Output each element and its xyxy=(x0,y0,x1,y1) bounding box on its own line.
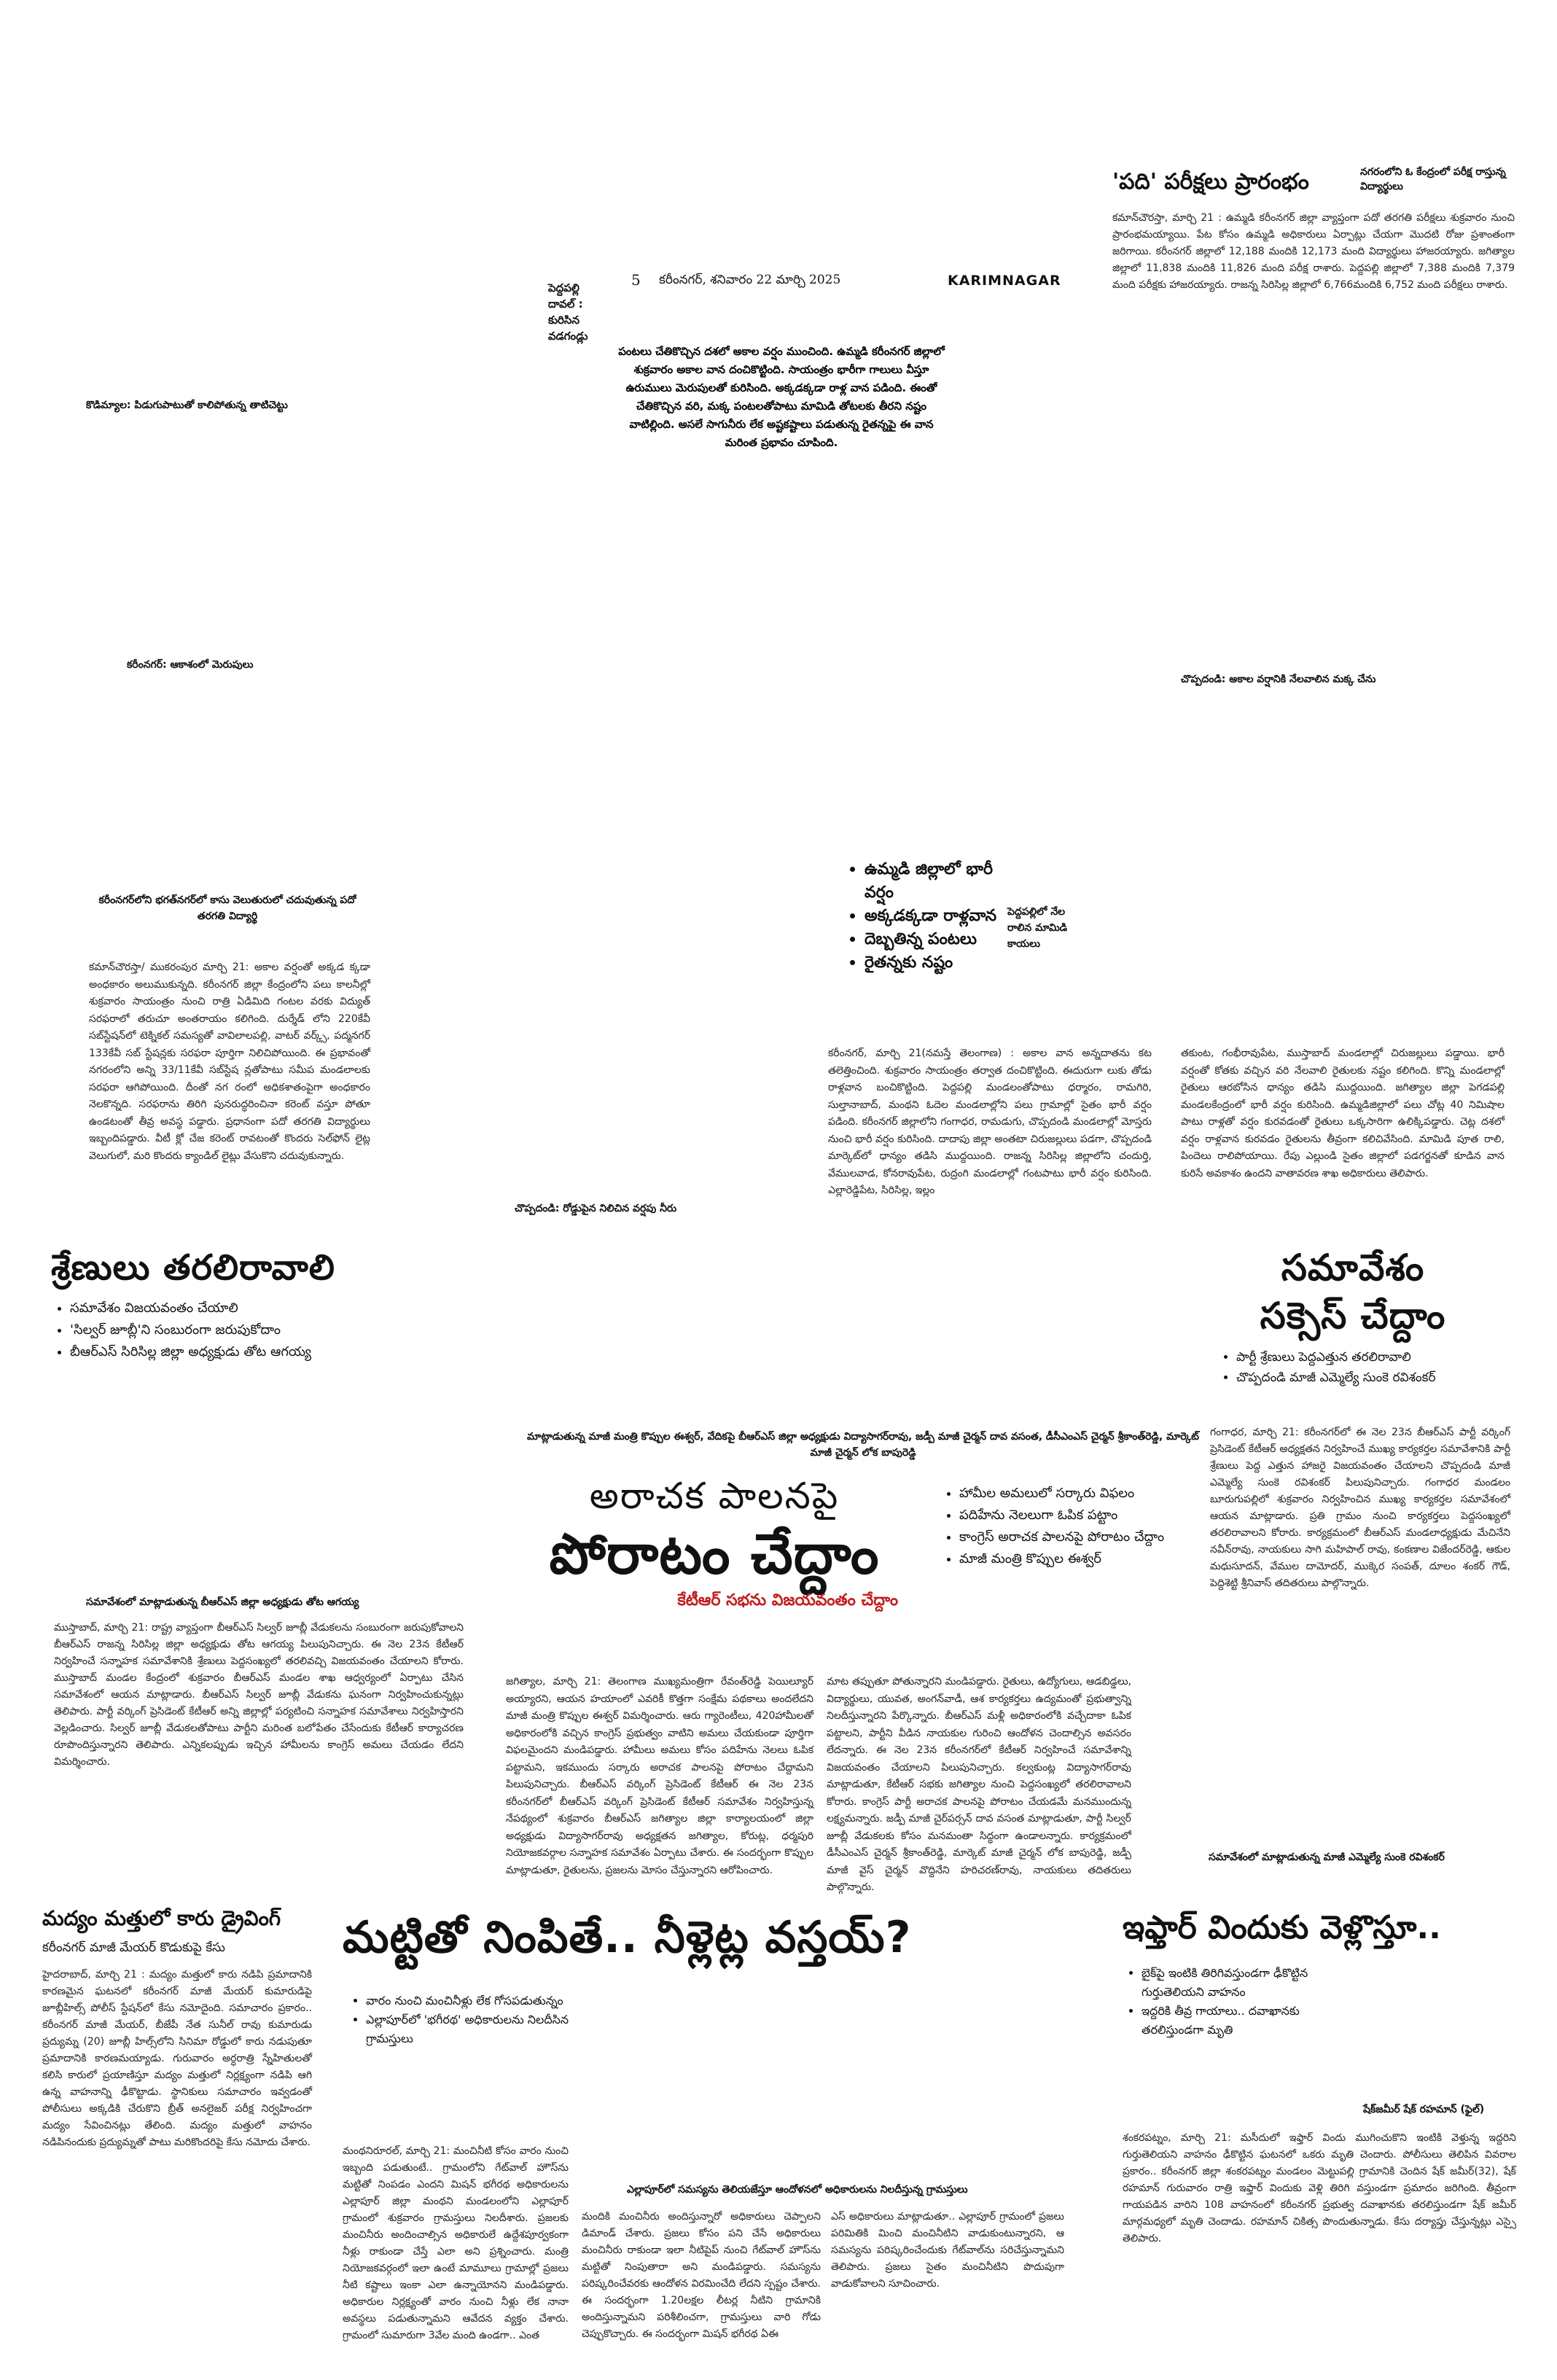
soil-bullet: • వారం నుంచి మంచినీళ్లు లేక గోసపడుతున్నం xyxy=(366,1991,585,2010)
main-bullet: • హామీల అమలులో సర్కారు విఫలం xyxy=(959,1483,1178,1505)
main-photo-caption: మాట్లాడుతున్న మాజీ మంత్రి కొప్పుల ఈశ్వర్, వేదికపై బీఆర్ఎస్ జిల్లా అధ్యక్షుడు విద్యాసాగర్‌రావు, జడ్పీ మాజీ చైర్మన్ దావ వసంత, డీసీఎంఎస్ చైర్మన్ శ్రీకాంత్‌రెడ్డి, మార్కెట్ మాజీ చైర్మన్ లోక బాపురెడ్డి xyxy=(527,1431,1199,1459)
iftar-bullet: • ఇద్దరికి తీవ్ర గాయాలు.. దవాఖానకు తరలిస్తుండగా మృతి xyxy=(1142,2002,1324,2040)
main-column-1: జగిత్యాల, మార్చి 21: తెలంగాణ ముఖ్యమంత్రిగా రేవంత్‌రెడ్డి పెయిల్యూర్ అయ్యారని, ఆయన హయాంలో ఎవరికీ కొత్తగా సంక్షేమ పథకాలు అందలేదని మాజీ మంత్రి కొప్పుల ఈశ్వర్ విమర్శించారు. ఆరు గ్యారెంటీలు, 420హామీలతో అధికారంలోకి వచ్చిన కాంగ్రెస్ ప్రభుత్వం వాటిని అమలు చేయకుండా పూర్తిగా విఫలమైందని మండిపడ్డారు. హామీలు అమలు కోసం పదిహేను నెలలు ఓపిక పట్టామని, ఇకముందు సర్కారు అరాచక పాలనపై పోరాటం చేద్దామని పిలుపునిచ్చారు. బీఆర్ఎస్ వర్కింగ్ ప్రెసిడెంట్ కేటీఆర్ ఈ నెల 23న కరీంనగర్‌లో బీఆర్ఎస్ వర్కింగ్ ప్రెసిడెంట్ కేటీఆర్ సమావేశం నిర్వహిస్తున్న నేపథ్యంలో శుక్రవారం బీఆర్ఎస్ జగిత్యాల జిల్లా కార్యాలయంలో జిల్లా అధ్యక్షుడు విద్యాసాగర్‌రావు అధ్యక్షతన జగిత్యాల, కోరుట్ల, ధర్మపురి నియోజకవర్గాల సన్నాహక సమావేశం ఏర్పాటు చేశారు. ఈ సందర్భంగా కొప్పుల మాట్లాడుతూ, రైతులను, ప్రజలను మోసం చేస్తున్నారని ఆరోపించారు. xyxy=(506,1676,813,1876)
meeting-headline-1: సమావేశం xyxy=(1281,1246,1425,1289)
soil-column-2: మందికి మంచినీరు అందిస్తున్నారో అధికారులు చెప్పాలని డిమాండ్ చేశారు. ప్రజలు కోసం పని చేసే అధికారులు మంచినీరు రాకుండా ఇలా నీటిపైప్ నుంచి గేట్‌వాల్ హౌస్‌ను మట్టితో నింపుతారా అని మండిపడ్డారు. సమస్యను పరిష్కరించేవరకు ఆందోళన విరమించేది లేదని స్పష్టం చేశారు. ఈ సందర్భంగా 1.20లక్షల లీటర్ల నీటిని గ్రామానికి అందిస్తున్నామని పరిశీలించగా, గ్రామస్తులు వారి గోడు చెప్పుకొచ్చారు. ఈ సందర్భంగా మిషన్ భగీరథ ఏఈ xyxy=(582,2211,821,2340)
main-bullet: • కాంగ్రెస్ అరాచక పాలనపై పోరాటం చేద్దాం xyxy=(959,1526,1178,1548)
photo-caption-peddapalli: పెద్దపల్లి దావల్ : కురిసిన వడగండ్లు xyxy=(548,281,588,343)
rain-bullet: • రైతన్నకు నష్టం xyxy=(865,951,1003,974)
photo-caption-ellapur: ఎల్లాపూర్‌లో సమస్యను తెలియజేస్తూ ఆందోళనలో అధికారులను నిలదీస్తున్న గ్రామస్తులు xyxy=(627,2184,968,2196)
soil-headline: మట్టితో నింపితే.. నీళ్లెట్ల వస్తయ్? xyxy=(343,1912,912,1963)
leaders-body: ముస్తాబాద్, మార్చి 21: రాష్ట్ర వ్యాప్తంగా బీఆర్ఎస్ సిల్వర్ జూబ్లీ వేడుకలను సంబురంగా జరుపుకోవాలని బీఆర్ఎస్ రాజన్న సిరిసిల్ల జిల్లా అధ్యక్షుడు తోట ఆగయ్య పిలుపునిచ్చారు. ఈ నెల 23న కేటీఆర్ నిర్వహించే సన్నాహక సమావేశానికి శ్రేణులు పెద్దసంఖ్యలో తరలివచ్చి విజయవంతం చేయాలని కోరారు. ముస్తాబాద్ మండల కేంద్రంలో శుక్రవారం బీఆర్ఎస్ మండల శాఖ ఆధ్వర్యంలో ఏర్పాటు చేసిన సమావేశంలో ఆయన మాట్లాడారు. బీఆర్ఎస్ సిల్వర్ జూబ్లీ వేడుకను ఘనంగా నిర్వహించుకున్నట్లు తెలిపారు. పార్టీ వర్కింగ్ ప్రెసిడెంట్ కేటీఆర్ అన్ని జిల్లాల్లో పర్యటించి సన్నాహక సమావేశాలు నిర్వహిస్తారని వెల్లడించారు. సిల్వర్ జూబ్లీ వేడుకలతోపాటు పార్టీని మరింత బలోపేతం చేసేందుకు కేటీఆర్ కార్యాచరణ రూపొందిస్తున్నారని తెలిపారు. ఎన్నికలప్పుడు ఇచ్చిన హామీలను కాంగ్రెస్ అమలు చేయడం లేదని విమర్శించారు. xyxy=(54,1622,464,1768)
page-number: 5 xyxy=(631,271,641,289)
masthead xyxy=(631,271,1069,296)
meeting-body: గంగాధర, మార్చి 21: కరీంనగర్‌లో ఈ నెల 23న బీఆర్ఎస్ పార్టీ వర్కింగ్ ప్రెసిడెంట్ కేటీఆర్ అధ్యక్షతన నిర్వహించే ముఖ్య కార్యకర్తల సమావేశానికి పార్టీ శ్రేణులు పెద్ద ఎత్తున హాజరై విజయవంతం చేయాలని చొప్పదండి మాజీ ఎమ్మెల్యే సుంకె రవిశంకర్ పిలుపునిచ్చారు. గంగాధర మండలం బూరుగుపల్లిలో శుక్రవారం నిర్వహించిన ముఖ్య కార్యకర్తల సమావేశంలో ఆయన మాట్లాడారు. ప్రతి గ్రామం నుంచి కార్యకర్తలు పెద్దసంఖ్యలో తరలిరావాలని కోరారు. కార్యక్రమంలో బీఆర్ఎస్ మండలాధ్యక్షుడు మేచినేని నవీన్‌రావు, నాయకులు సాగి మహిపాల్ రావు, కంకణాల విజేందర్‌రెడ్డి, ఆకుల మధుసూదన్, వేముల దామోదర్, ముక్కెర సంపత్, దూలం శంకర్ గౌడ్, పెద్దిశెట్టి శ్రీనివాస్ తదితరులు పాల్గొన్నారు. xyxy=(1210,1427,1510,1589)
main-subhead: కేటీఆర్ సభను విజయవంతం చేద్దాం xyxy=(677,1591,898,1610)
main-headline-big: పోరాటం చేద్దాం xyxy=(549,1521,880,1586)
liquor-story xyxy=(42,1904,312,2151)
exams-headline: 'పది' పరీక్షలు ప్రారంభం xyxy=(1112,169,1309,195)
rain-bullets xyxy=(848,857,1003,974)
liquor-body: హైదరాబాద్, మార్చి 21 : మద్యం మత్తులో కారు నడిపి ప్రమాదానికి కారణమైన ఘటనలో కరీంనగర్ మాజీ మేయర్ కుమారుడిపై జూబ్లీహిల్స్ పోలీస్ స్టేషన్‌లో కేసు నమోదైంది. సమాచారం ప్రకారం.. కరీంనగర్ మాజీ మేయర్, బీజేపీ నేత సునీల్ రావు కుమారుడు ప్రద్యుమ్న (20) జూబ్లీ హిల్స్‌లోని సినిమా రోడ్డులో కారు నడుపుతూ ప్రమాదానికి కారణమయ్యాడు. గురువారం అర్ధరాత్రి స్నేహితులతో కలిసి కారులో ప్రయాణిస్తూ మద్యం మత్తులో నిర్లక్ష్యంగా నడిపి ఆగి ఉన్న వాహనాన్ని ఢీకొట్టాడు. స్థానికులు సమాచారం ఇవ్వడంతో పోలీసులు అక్కడికి చేరుకొని బ్రీత్ అనలైజర్ పరీక్ష నిర్వహించగా మద్యం సేవించినట్లు తేలింది. మద్యం మత్తులో వాహనం నడిపినందుకు ప్రద్యుమ్న‌తో పాటు మరికొందరిపై కేసు నమోదు చేశారు. xyxy=(42,1969,312,2148)
main-column-2: మాట తప్పుతూ పోతున్నారని మండిపడ్డారు. రైతులు, ఉద్యోగులు, ఆడబిడ్డలు, విద్యార్థులు, యువత, అంగన్‌వాడీ, ఆశ కార్యకర్తలు ఉద్యమంతో ప్రభుత్వాన్ని నిలదీస్తున్నారని పేర్కొన్నారు. బీఆర్ఎస్ మళ్లీ అధికారంలోకి వచ్చేదాకా ఓపిక పట్టాలని, పార్టీని వీడిన నాయకుల గురించి ఆందోళన చెందాల్సిన అవసరం లేదన్నారు. ఈ నెల 23న కరీంనగర్‌లో కేటీఆర్ నిర్వహించే సమావేశాన్ని విజయవంతం చేయాలని పిలుపునిచ్చారు. కల్వకుంట్ల విద్యాసాగర్‌రావు మాట్లాడుతూ, కేటీఆర్ సభకు జగిత్యాల నుంచి పెద్దసంఖ్యలో తరలిరావాలని కోరారు. కాంగ్రెస్ పార్టీ అరాచక పాలనపై పోరాటం చేయడమే మనముందున్న లక్ష్యమన్నారు. జడ్పీ మాజీ చైర్‌పర్సన్ దావ వసంత మాట్లాడుతూ, పార్టీ సిల్వర్ జూబ్లీ వేడుకలకు కోసం మనమంతా సిద్ధంగా ఉండాలన్నారు. కార్యక్రమంలో డీసీఎంఎస్ చైర్మన్ శ్రీకాంత్‌రెడ్డి, మార్కెట్ మాజీ చైర్మన్ లోక బాపురెడ్డి, జడ్పీ మాజీ వైస్ చైర్మన్ వొద్దినేని హరిచరణ్‌రావు, నాయకులు తదితరులు పాల్గొన్నారు. xyxy=(827,1676,1131,1893)
liquor-headline: మద్యం మత్తులో కారు డ్రైవింగ్ xyxy=(42,1906,281,1930)
photo-caption-choppadandi-road: చొప్పదండి: రోడ్డుపైన నిలిచిన వర్షపు నీరు xyxy=(515,1203,677,1214)
soil-column-3: ఎస్ అధికారులు మాట్లాడుతూ.. ఎల్లాపూర్ గ్రామంలో ప్రజలు పరిమితికి మించి మంచినీటిని వాడుకుంటున్నారని, ఆ సమస్యను పరిష్కరించేందుకు గేట్‌వాల్‌ను సరిచేస్తున్నామని తెలిపారు. ప్రజలు సైతం మంచినీటిని పొదుపుగా వాడుకోవాలని సూచించారు. xyxy=(831,2211,1064,2290)
photo-caption-iftar: షేక్‌జమీర్ షేక్ రహమాన్ (ఫైల్) xyxy=(1363,2104,1485,2115)
main-headline-block xyxy=(510,1472,918,1612)
rain-bullet: • ఉమ్మడి జిల్లాలో భారీ వర్షం xyxy=(865,857,1003,904)
photo-caption-karimnagar-lightning: కరీంనగర్: ఆకాశంలో మెరుపులు xyxy=(127,659,254,671)
main-headline-small: అరాచక పాలనపై xyxy=(589,1475,840,1517)
photo-caption-ravishankar: సమావేశంలో మాట్లాడుతున్న మాజీ ఎమ్మెల్యే సుంకె రవిశంకర్ xyxy=(1209,1852,1445,1863)
edition-name: KARIMNAGAR xyxy=(948,273,1061,289)
dateline: కరీంనగర్, శనివారం 22 మార్చి 2025 xyxy=(659,273,841,287)
leaders-bullet: • 'సిల్వర్ జూబ్లీ'ని సంబురంగా జరుపుకోదాం xyxy=(70,1319,518,1341)
photo-caption-agayya: సమావేశంలో మాట్లాడుతున్న బీఆర్ఎస్ జిల్లా అధ్యక్షుడు తోట ఆగయ్య xyxy=(86,1596,359,1608)
iftar-body: శంకరపట్నం, మార్చి 21: మసీదులో ఇఫ్తార్ విందు ముగించుకొని ఇంటికి వెళ్తున్న ఇద్దరిని గుర్తుతెలియని వాహనం ఢీకొట్టిన ఘటనలో ఒకరు మృతి చెందారు. పోలీసులు తెలిపిన వివరాల ప్రకారం.. కరీంనగర్ జిల్లా శంకరపట్నం మండలం మెట్టుపల్లి గ్రామానికి చెందిన షేక్ జమీర్(32), షేక్ రహమాన్ గురువారం రాత్రి ఇఫ్తార్ విందుకు వెళ్లి తిరిగి వస్తుండగా ప్రమాదం జరిగింది. తీవ్రంగా గాయపడిన వారిని 108 వాహనంలో కరీంనగర్ ప్రభుత్వ దవాఖానకు తరలిస్తుండగా షేక్ జమీర్ మార్గమధ్యలో మృతి చెందాడు. రహమాన్ చికిత్స పొందుతున్నాడు. కేసు దర్యాప్తు చేస్తున్నట్లు ఎస్సై తెలిపారు. xyxy=(1123,2132,1516,2244)
liquor-subhead: కరీంనగర్ మాజీ మేయర్ కొడుకుపై కేసు xyxy=(42,1940,225,1955)
soil-column-1: మంథనిరూరల్, మార్చి 21: మంచినీటి కోసం వారం నుంచి ఇబ్బంది పడుతుంటే.. గ్రామంలోని గేట్‌వాల్ హౌస్‌ను మట్టితో నింపడం ఎందని మిషన్ భగీరథ అధికారులను ఎల్లాపూర్ జిల్లా మంథని మండలంలోని ఎల్లాపూర్ గ్రామంలో శుక్రవారం గ్రామస్తులు నిలదీశారు. ప్రజలకు మంచినీరు అందించాల్సిన అధికారులే ఉద్దేశపూర్వకంగా నీళ్లు రాకుండా చేస్తే ఎలా అని ప్రశ్నించారు. మంత్రి నియోజకవర్గంలో ఇలా ఉంటే మామూలు గ్రామాల్లో ప్రజలు నీటి కష్టాలు ఇంకా ఎలా ఉన్నాయోనని మండిపడ్డారు. అధికారుల నిర్లక్ష్యంతో వారం నుంచి నీళ్లు లేక నానా అవస్థలు పడుతున్నామని ఆవేదన వ్యక్తం చేశారు. గ్రామంలో సుమారుగా 3వేల మంది ఉండగా.. ఎంత xyxy=(343,2145,569,2341)
photo-caption-kodimyala: కొడిమ్యాల: పిడుగుపాటుతో కాలిపోతున్న తాటిచెట్టు xyxy=(86,399,288,411)
iftar-headline: ఇఫ్తార్ విందుకు వెళ్లొస్తూ.. xyxy=(1123,1909,1441,1946)
main-bullets xyxy=(943,1483,1178,1570)
soil-bullets xyxy=(350,1991,585,2048)
exams-body: కమాన్‌చౌరస్తా, మార్చి 21 : ఉమ్మడి కరీంనగర్ జిల్లా వ్యాప్తంగా పదో తరగతి పరీక్షలు శుక్రవారం నుంచి ప్రారంభమయ్యాయి. పేట కోసం ఉమ్మడి అధికారులు ఏర్పాట్లు చేయగా మొదటి రోజు ప్రశాంతంగా జరిగాయి. కరీంనగర్ జిల్లాలో 12,188 మందికి 12,173 మంది విద్యార్థులు హాజరయ్యారు. జగిత్యాల జిల్లాలో 11,838 మందికి 11,826 మంది పరీక్ష రాశారు. పెద్దపల్లి జిల్లాలో 7,388 మందికి 7,379 మంది పరీక్షకు హాజరయ్యారు. రాజన్న సిరిసిల్ల జిల్లాలో 6,766మందికి 6,752 మంది పరీక్షలు రాశారు. xyxy=(1112,212,1515,291)
leaders-bullets xyxy=(51,1298,518,1363)
photo-caption-choppadandi-maize: చొప్పదండి: అకాల వర్షానికి నేలవాలిన మక్క చేను xyxy=(1181,674,1376,685)
leaders-headline: శ్రేణులు తరలిరావాలి xyxy=(51,1247,335,1288)
meeting-story xyxy=(1185,1244,1521,1388)
meeting-bullet: • చొప్పదండి మాజీ ఎమ్మెల్యే సుంకె రవిశంకర్ xyxy=(1236,1367,1521,1388)
meeting-bullets xyxy=(1185,1347,1521,1388)
iftar-bullets xyxy=(1123,1964,1324,2040)
rain-bullet: • దెబ్బతిన్న పంటలు xyxy=(865,927,1003,951)
soil-bullet: • ఎల్లాపూర్‌లో 'భగీరథ' అధికారులను నిలదీసిన గ్రామస్తులు xyxy=(366,2010,585,2048)
rain-story-right: తకుంట, గంభీరావుపేట, ముస్తాబాద్ మండలాల్లో చిరుజల్లులు పడ్డాయి. భారీ వర్షంతో కోతకు వచ్చిన వరి నేలవాలి రైతులకు నష్టం కలిగింది. కొన్ని మండలాల్లో రైతులు ఆరబోసిన ధాన్యం తడిసి ముద్దయింది. జగిత్యాల జిల్లా పెగడపల్లి మండలకేంద్రంలో భారీ వర్షం కురిసింది. ఉమ్మడిజిల్లాలో పలు చోట్ల 40 నిమిషాల పాటు రాళ్లతో వర్షం కురవడంతో రైతులు ఒక్కసారిగా ఉలిక్కిపడ్డారు. చెట్ల దశలో వర్షం రాళ్లవాన కురవడం రైతులను తీవ్రంగా కలిచివేసింది. మామిడి పూత రాలి, పిందెలు రాలిపోయాయి. రేపు ఎల్లుండి సైతం జిల్లాలో పడగర్జనతో కూడిన వాన కురిసే అవకాశం ఉందని వాతావరణ శాఖ అధికారులు తెలిపారు. xyxy=(1181,1047,1505,1179)
main-bullet: • పదిహేను నెలలుగా ఓపిక పట్టాం xyxy=(959,1505,1178,1526)
iftar-story xyxy=(1123,1905,1516,2040)
exams-story xyxy=(1112,165,1515,294)
leaders-bullet: • సమావేశం విజయవంతం చేయాలి xyxy=(70,1298,518,1319)
iftar-bullet: • బైక్‌పై ఇంటికి తిరిగివస్తుండగా ఢీకొట్టిన గుర్తుతెలియని వాహనం xyxy=(1142,1964,1324,2002)
rain-story-middle: కరీంనగర్, మార్చి 21(నమస్తే తెలంగాణ) : అకాల వాన అన్నదాతను కట తలెత్తించింది. శుక్రవారం సాయంత్రం తర్వాత దంచికొట్టింది. ఈదురుగా లుకు తోడు రాళ్లవాన బంచికొట్టింది. పెద్దపల్లి మండలంతోపాటు ధర్మారం, రామగిరి, సుల్తానాబాద్, మంథని ఓదెల మండలాల్లోని పలు గ్రామాల్లో సైతం భారీ వర్షం పడింది. కరీంనగర్ జిల్లాలోని గంగాధర, రామడుగు, చొప్పదండి మండలాల్లో మోస్తరు నుంచి భారీ వర్షం కురిసింది. దాదాపు జిల్లా అంతటా చిరుజల్లులు పడగా, చొప్పదండి మార్కెట్‌లో ధాన్యం తడిసి ముద్దయింది. రాజన్న సిరిసిల్ల జిల్లాలోని చందుర్తి, వేములవాడ, కోనరావుపేట, రుద్రంగి మండలాల్లో గంటపాటు భారీ వర్షం కురిసింది. ఎల్లారెడ్డిపేట, సిరిసిల్ల, ఇల్లం xyxy=(828,1047,1152,1196)
rain-story-left: కమాన్‌చౌరస్తా/ ముకరంపుర మార్చి 21: అకాల వర్షంతో అక్కడ క్కడా అంధకారం అలుముకున్నది. కరీంనగర్ జిల్లా కేంద్రంలోని పలు కాలనీల్లో శుక్రవారం సాయంత్రం నుంచి రాత్రి ఏడిమిది గంటల వరకు విద్యుత్ సరఫరాలో తరుచూ అంతరాయం కలిగింది. దుర్శేడ్ లోని 220కేవీ సబ్‌స్టేషన్‌లో టెక్నికల్ సమస్యతో వావిలాలపల్లి, వాటర్ వర్క్స్, పద్మనగర్ 133కేవీ సబ్ స్టేషన్లకు సరఫరా పూర్తిగా నిలిచిపోయింది. ఈ ప్రభావంతో నగరంలోని అన్ని 33/11కేవీ సబ్‌స్టేష న్లతోపాటు సమీప మండలాలకు సరఫరా ఆగిపోయింది. దీంతో నగ రంలో అధికశాతంపైగా అంధకారం నెలకొన్నది. సరఫరాను తిరిగి పునరుద్ధరించినా కరెంట్ వస్తూ పోతూ ఉండటంతో తీవ్ర అవస్థ పడ్డారు. ప్రధానంగా పదో తరగతి విద్యార్థులు ఇబ్బందిపడ్డారు. వీటీ క్లో చేజ కరెంట్ రావటంతో కొందరు సెల్‌ఫోన్ లైట్ల వెలుగులో, మరి కొందరు క్యాండిల్ లైట్లు వేసుకొని చదువుకున్నారు. xyxy=(89,961,370,1162)
photo-caption-bhagat-nagar: కరీంనగర్‌లోని భగత్‌నగర్‌లో కాసు వెలుతురులో చదువుతున్న పదో తరగతి విద్యార్థి xyxy=(98,894,356,922)
rain-intro: పంటలు చేతికొచ్చిన దశలో అకాల వర్షం ముంచింది. ఉమ్మడి కరీంనగర్ జిల్లాలో శుక్రవారం అకాల వాన దంచికొట్టింది. సాయంత్రం భారీగా గాలులు వీస్తూ ఉరుములు మెరుపులతో కురిసింది. అక్కడక్కడా రాళ్ల వాన పడింది. ఈంతో చేతికొచ్చిన వరి, మక్క పంటలతోపాటు మామిడి తోటలకు తీరని నష్టం వాటిల్లింది. అసలే సాగునీరు లేక అష్టకష్టాలు పడుతున్న రైతన్నపై ఈ వాన మరింత ప్రభావం చూపింది. xyxy=(618,345,945,449)
meeting-headline-2: సక్సెస్ చేద్దాం xyxy=(1260,1295,1446,1337)
photo-caption-peddapalli-mango: పెద్దపల్లిలో నేల రాలిన మామిడి కాయలు xyxy=(1007,906,1068,950)
main-bullet: • మాజీ మంత్రి కొప్పుల ఈశ్వర్ xyxy=(959,1548,1178,1570)
leaders-story xyxy=(51,1244,518,1363)
leaders-bullet: • బీఆర్ఎస్ సిరిసిల్ల జిల్లా అధ్యక్షుడు తోట ఆగయ్య xyxy=(70,1341,518,1363)
exams-photo-caption: నగరంలోని ఓ కేంద్రంలో పరీక్ష రాస్తున్న విద్యార్థులు xyxy=(1360,166,1506,192)
meeting-bullet: • పార్టీ శ్రేణులు పెద్దఎత్తున తరలిరావాలి xyxy=(1236,1347,1521,1367)
rain-bullet: • అక్కడక్కడా రాళ్లవాన xyxy=(865,904,1003,927)
